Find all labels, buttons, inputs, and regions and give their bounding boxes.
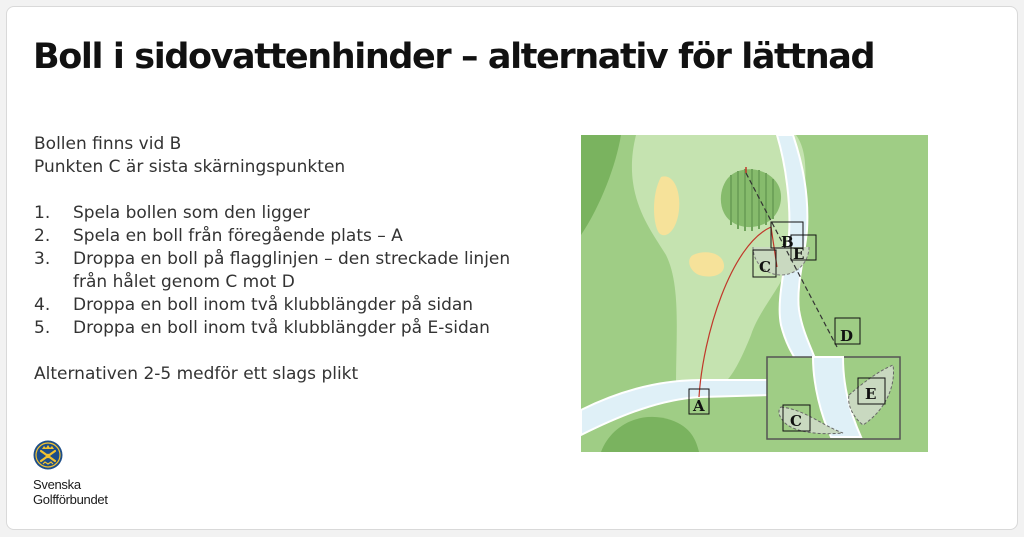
list-item-number: 4. xyxy=(34,295,51,315)
list-item-number: 3. xyxy=(34,249,51,269)
list-item-text: Droppa en boll inom två klubblängder på E-sidan xyxy=(73,318,490,338)
svg-text:D: D xyxy=(840,327,854,345)
list-item-number: 2. xyxy=(34,226,51,246)
svg-text:A: A xyxy=(693,397,705,415)
inset-panel xyxy=(767,357,900,439)
list-item xyxy=(34,202,574,225)
intro-line: Punkten C är sista skärningspunkten xyxy=(34,157,346,177)
list-item xyxy=(34,225,574,248)
inset-label-e: E xyxy=(865,385,877,403)
svg-text:B: B xyxy=(781,233,794,251)
list-item xyxy=(34,248,574,294)
list-item xyxy=(34,317,574,340)
intro-line: Bollen finns vid B xyxy=(34,134,182,154)
list-item-text: Spela en boll från föregående plats – A xyxy=(73,226,403,246)
course-diagram xyxy=(581,135,928,452)
crest-icon xyxy=(33,439,63,473)
slide xyxy=(6,6,1018,530)
list-item-text: Spela bollen som den ligger xyxy=(73,203,310,223)
federation-logo xyxy=(33,439,153,509)
logo-line: Svenska xyxy=(33,477,81,492)
list-item-number: 5. xyxy=(34,318,51,338)
inset-label-c: C xyxy=(790,412,802,430)
logo-line: Golfförbundet xyxy=(33,492,108,507)
slide-title: Boll i sidovattenhinder – alternativ för lättnad xyxy=(33,37,875,77)
svg-text:E: E xyxy=(793,245,805,263)
list-item-text: Droppa en boll inom två klubblängder på sidan xyxy=(73,295,474,315)
list-item xyxy=(34,294,574,317)
list-item-number: 1. xyxy=(34,203,51,223)
penalty-note: Alternativen 2-5 medför ett slags plikt xyxy=(34,364,359,384)
svg-text:C: C xyxy=(759,258,771,276)
slide-body xyxy=(34,133,574,386)
relief-options-list xyxy=(34,202,574,340)
logo-wordmark xyxy=(33,477,108,507)
hole-illustration xyxy=(581,135,928,452)
list-item-text: Droppa en boll på flagglinjen – den streckade linjen från hålet genom C mot D xyxy=(73,249,511,292)
